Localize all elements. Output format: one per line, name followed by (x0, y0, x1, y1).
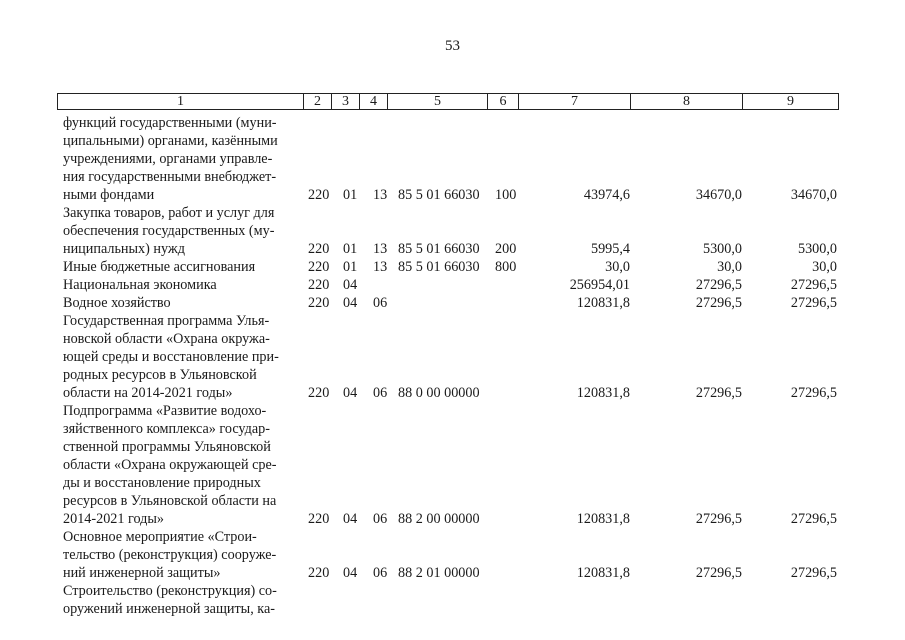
header-col-1: 1 (58, 94, 304, 109)
description-line: Строительство (реконструкция) со- (63, 583, 277, 599)
header-col-6: 6 (488, 94, 519, 109)
row-values (63, 294, 843, 312)
amount-col-7: 120831,8 (576, 385, 630, 401)
section-code: 04 (343, 511, 358, 527)
chapter-code: 220 (308, 511, 330, 527)
table-row (63, 114, 843, 204)
target-article-code: 85 5 01 66030 (398, 259, 480, 275)
table-body (63, 114, 843, 618)
header-col-7: 7 (519, 94, 631, 109)
table-row (63, 276, 843, 294)
table-row (63, 294, 843, 312)
section-code: 04 (343, 277, 358, 293)
description-line: ниципальных) нужд (63, 241, 185, 257)
table-row (63, 582, 843, 618)
description-line: обеспечения государственных (му- (63, 223, 275, 239)
chapter-code: 220 (308, 385, 330, 401)
target-article-code: 88 2 00 00000 (398, 511, 480, 527)
description-line: области на 2014-2021 годы» (63, 385, 233, 401)
description-line: Государственная программа Улья- (63, 313, 270, 329)
expense-type-code: 200 (495, 241, 517, 257)
table-row (63, 204, 843, 258)
description-line: тельство (реконструкция) сооруже- (63, 547, 277, 563)
chapter-code: 220 (308, 259, 330, 275)
target-article-code: 88 0 00 00000 (398, 385, 480, 401)
header-col-2: 2 (304, 94, 332, 109)
amount-col-9: 27296,5 (790, 565, 837, 581)
subsection-code: 13 (373, 187, 388, 203)
subsection-code: 13 (373, 241, 388, 257)
amount-col-7: 120831,8 (576, 565, 630, 581)
description-line: ний инженерной защиты» (63, 565, 221, 581)
description-line: Иные бюджетные ассигнования (63, 259, 256, 275)
subsection-code: 06 (373, 295, 388, 311)
description-line: родных ресурсов в Ульяновской (63, 367, 257, 383)
description-line: ющей среды и восстановление при- (63, 349, 279, 365)
description-line: Подпрограмма «Развитие водохо- (63, 403, 267, 419)
amount-col-8: 27296,5 (695, 295, 742, 311)
section-code: 01 (343, 241, 358, 257)
description-line: Основное мероприятие «Строи- (63, 529, 257, 545)
page-number: 53 (445, 38, 460, 54)
row-values (63, 510, 843, 528)
target-article-code: 88 2 01 00000 (398, 565, 480, 581)
description-line: функций государственными (муни- (63, 115, 277, 131)
description-line: оружений инженерной защиты, ка- (63, 601, 275, 617)
description-line: ды и восстановление природных (63, 475, 261, 491)
chapter-code: 220 (308, 295, 330, 311)
amount-col-9: 27296,5 (790, 295, 837, 311)
amount-col-8: 5300,0 (702, 241, 742, 257)
amount-col-7: 5995,4 (590, 241, 630, 257)
amount-col-7: 120831,8 (576, 295, 630, 311)
row-values (63, 564, 843, 582)
subsection-code: 06 (373, 511, 388, 527)
description-line: 2014-2021 годы» (63, 511, 165, 527)
description-line: ресурсов в Ульяновской области на (63, 493, 277, 509)
section-code: 04 (343, 565, 358, 581)
header-col-3: 3 (332, 94, 360, 109)
chapter-code: 220 (308, 241, 330, 257)
amount-col-9: 27296,5 (790, 385, 837, 401)
expense-type-code: 800 (495, 259, 517, 275)
description-line: ственной программы Ульяновской (63, 439, 271, 455)
description-line: зяйственного комплекса» государ- (63, 421, 270, 437)
amount-col-9: 30,0 (812, 259, 837, 275)
amount-col-8: 27296,5 (695, 511, 742, 527)
row-values (63, 384, 843, 402)
table-row (63, 312, 843, 402)
row-values (63, 258, 843, 276)
header-col-8: 8 (631, 94, 743, 109)
chapter-code: 220 (308, 277, 330, 293)
description-line: ными фондами (63, 187, 155, 203)
amount-col-8: 27296,5 (695, 277, 742, 293)
row-values (63, 186, 843, 204)
amount-col-9: 5300,0 (797, 241, 837, 257)
description-line: новской области «Охрана окружа- (63, 331, 270, 347)
row-values (63, 276, 843, 294)
row-values (63, 600, 843, 618)
subsection-code: 06 (373, 385, 388, 401)
amount-col-7: 256954,01 (569, 277, 630, 293)
section-code: 04 (343, 385, 358, 401)
amount-col-9: 27296,5 (790, 277, 837, 293)
description-line: Закупка товаров, работ и услуг для (63, 205, 275, 221)
description-line: ния государственными внебюджет- (63, 169, 277, 185)
section-code: 01 (343, 259, 358, 275)
row-values (63, 240, 843, 258)
description-line: Национальная экономика (63, 277, 217, 293)
description-line: учреждениями, органами управле- (63, 151, 273, 167)
section-code: 04 (343, 295, 358, 311)
amount-col-7: 120831,8 (576, 511, 630, 527)
section-code: 01 (343, 187, 358, 203)
table-header-row (57, 93, 839, 110)
table-row (63, 528, 843, 582)
target-article-code: 85 5 01 66030 (398, 241, 480, 257)
amount-col-8: 34670,0 (695, 187, 742, 203)
subsection-code: 06 (373, 565, 388, 581)
amount-col-9: 27296,5 (790, 511, 837, 527)
header-col-4: 4 (360, 94, 388, 109)
header-col-5: 5 (388, 94, 488, 109)
header-col-9: 9 (787, 94, 794, 109)
amount-col-9: 34670,0 (790, 187, 837, 203)
subsection-code: 13 (373, 259, 388, 275)
amount-col-8: 27296,5 (695, 385, 742, 401)
description-line: Водное хозяйство (63, 295, 171, 311)
amount-col-8: 30,0 (717, 259, 742, 275)
description-line: ципальными) органами, казёнными (63, 133, 278, 149)
amount-col-7: 30,0 (605, 259, 630, 275)
amount-col-8: 27296,5 (695, 565, 742, 581)
chapter-code: 220 (308, 187, 330, 203)
table-row (63, 258, 843, 276)
chapter-code: 220 (308, 565, 330, 581)
table-row (63, 402, 843, 528)
target-article-code: 85 5 01 66030 (398, 187, 480, 203)
description-line: области «Охрана окружающей сре- (63, 457, 277, 473)
amount-col-7: 43974,6 (583, 187, 630, 203)
expense-type-code: 100 (495, 187, 517, 203)
